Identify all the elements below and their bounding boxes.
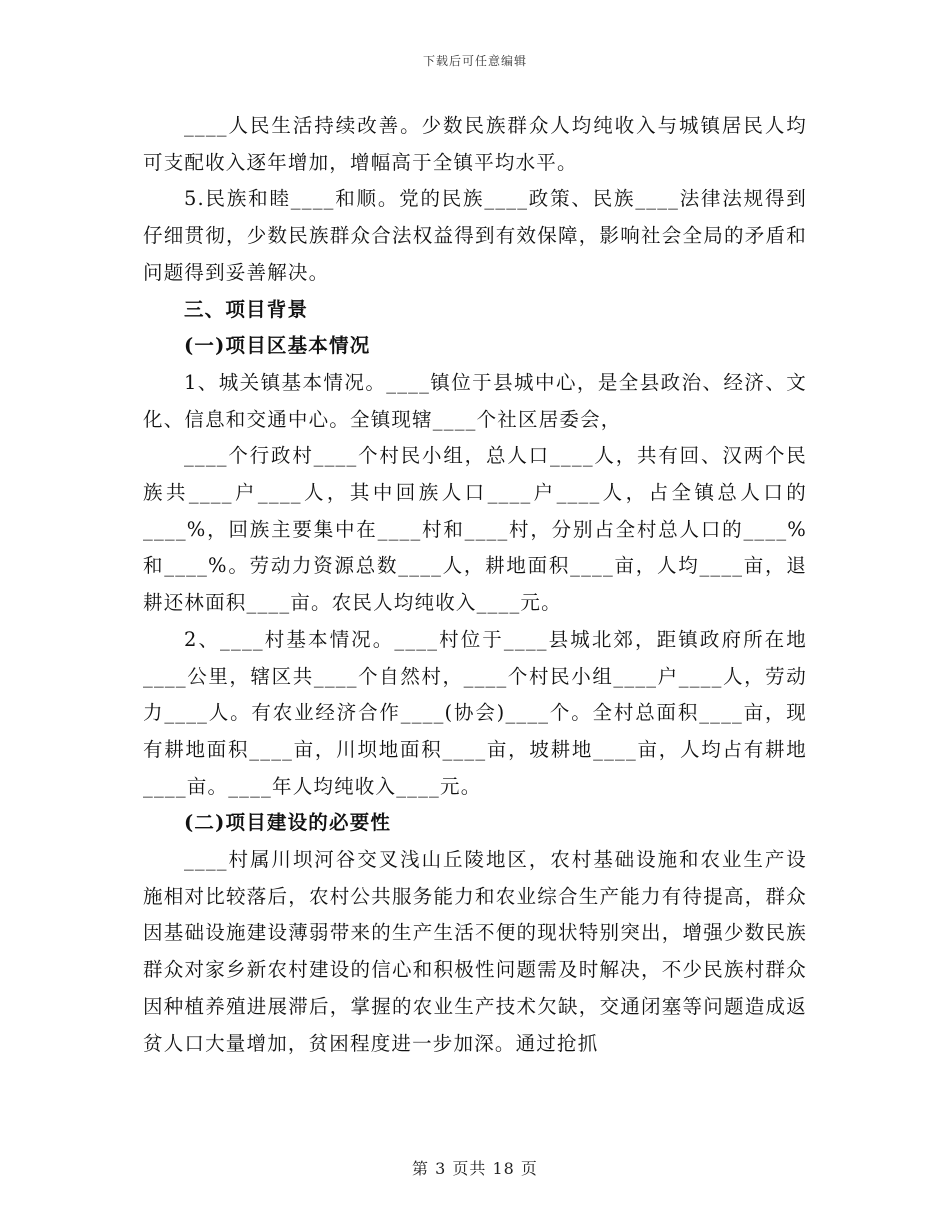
paragraph-village-situation: 2、____村基本情况。____村位于____县城北郊，距镇政府所在地____公里，辖区共____个自然村，____个村民小组____户____人，劳动力____人。有农业经济合作____(协会)____个。全村总面积____亩，现有耕地面积____亩，川坝地面积____亩，坡耕地____亩，人均占有耕地____亩。____年人均纯收入____元。 xyxy=(143,627,807,798)
document-body xyxy=(143,108,807,1062)
paragraph-town-population: ____个行政村____个村民小组，总人口____人，共有回、汉两个民族共____户____人，其中回族人口____户____人，占全镇总人口的____%，回族主要集中在____村和____村，分别占全村总人口的____%和____%。劳动力资源总数____人，耕地面积____亩，人均____亩，退耕还林面积____亩。农民人均纯收入____元。 xyxy=(143,444,807,615)
subsection-heading-basic-situation: (一)项目区基本情况 xyxy=(183,334,371,358)
paragraph-living-standards: ____人民生活持续改善。少数民族群众人均纯收入与城镇居民人均可支配收入逐年增加，增幅高于全镇平均水平。 xyxy=(143,114,807,174)
paragraph-ethnic-harmony: 5.民族和睦____和顺。党的民族____政策、民族____法律法规得到仔细贯彻，少数民族群众合法权益得到有效保障，影响社会全局的矛盾和问题得到妥善解决。 xyxy=(143,187,807,284)
page-number-footer: 第 3 页共 18 页 xyxy=(412,1159,538,1178)
page-header: 下载后可任意编辑 xyxy=(422,54,527,68)
paragraph-necessity: ____村属川坝河谷交叉浅山丘陵地区，农村基础设施和农业生产设施相对比较落后，农村公共服务能力和农业综合生产能力有待提高，群众因基础设施建设薄弱带来的生产生活不便的现状特别突出，增强少数民族群众对家乡新农村建设的信心和积极性问题需及时解决，不少民族村群众因种植养殖进展滞后，掌握的农业生产技术欠缺，交通闭塞等问题造成返贫人口大量增加，贫困程度进一步加深。通过抢抓 xyxy=(143,848,807,1055)
paragraph-chengguan-town: 1、城关镇基本情况。____镇位于县城中心，是全县政治、经济、文化、信息和交通中心。全镇现辖____个社区居委会， xyxy=(143,370,807,431)
section-heading-project-background: 三、项目背景 xyxy=(183,297,309,321)
subsection-heading-necessity: (二)项目建设的必要性 xyxy=(183,811,392,835)
